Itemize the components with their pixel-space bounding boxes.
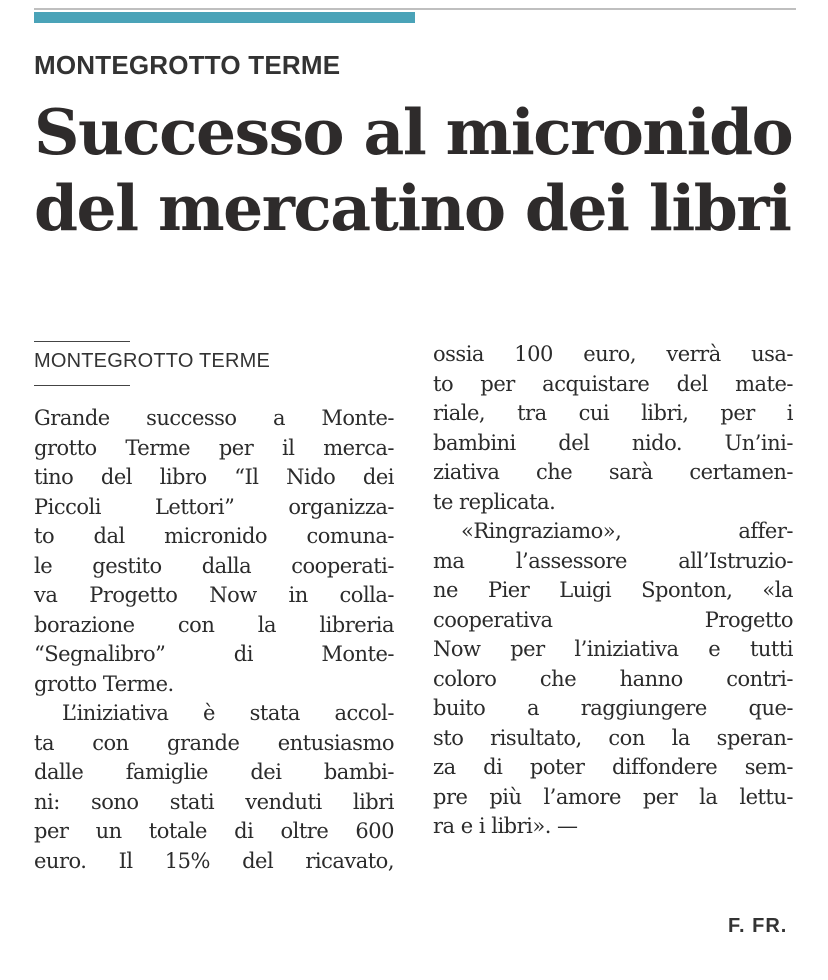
headline-line: del mercatino dei libri	[34, 171, 791, 245]
body-line: bambini del nido. Un’ini-	[433, 430, 793, 455]
body-line: va Progetto Now in colla-	[34, 583, 394, 607]
body-line: grotto Terme per il merca-	[34, 435, 394, 460]
body-line: pre più l’amore per la lettu-	[433, 784, 793, 809]
body-line: “Segnalibro” di Monte-	[34, 642, 394, 666]
article-column-1	[34, 404, 394, 876]
body-line: borazione con la libreria	[34, 612, 394, 637]
article-column-2	[433, 340, 793, 842]
top-divider-line	[34, 8, 796, 10]
body-line: ne Pier Luigi Sponton, «la	[433, 578, 793, 602]
body-line: sto risultato, con la speran-	[433, 725, 793, 750]
body-line: ra e i libri». —	[433, 814, 578, 838]
body-line: ma l’assessore all’Istruzio-	[433, 548, 793, 573]
headline-line: Successo al micronido	[34, 95, 793, 169]
body-line: ziativa che sarà certamen-	[433, 460, 793, 484]
section-accent-bar	[34, 12, 415, 23]
body-line: euro. Il 15% del ricavato,	[34, 848, 394, 873]
body-line: ni: sono stati venduti libri	[34, 789, 394, 814]
body-line: za di poter diffondere sem-	[433, 755, 793, 779]
body-line: per un totale di oltre 600	[34, 819, 394, 843]
dateline-rule-bottom	[34, 385, 130, 386]
body-line: buito a raggiungere que-	[433, 696, 793, 720]
body-line: ossia 100 euro, verrà usa-	[433, 342, 793, 366]
body-line: to per acquistare del mate-	[433, 371, 793, 396]
author-byline: F. FR.	[728, 915, 788, 937]
body-line: le gestito dalla cooperati-	[34, 553, 394, 578]
body-line: ta con grande entusiasmo	[34, 730, 394, 755]
body-line: L’iniziativa è stata accol-	[62, 701, 394, 725]
body-line: Grande successo a Monte-	[34, 406, 394, 430]
headline	[34, 94, 814, 246]
body-line: te replicata.	[433, 489, 556, 514]
body-line: cooperativa Progetto	[433, 607, 793, 632]
body-line: to dal micronido comuna-	[34, 524, 394, 548]
body-line: grotto Terme.	[34, 671, 174, 696]
body-line: tino del libro “Il Nido dei	[34, 465, 394, 489]
body-line: riale, tra cui libri, per i	[433, 401, 793, 425]
section-kicker: MONTEGROTTO TERME	[34, 50, 341, 80]
body-line: Now per l’iniziativa e tutti	[433, 637, 793, 661]
body-line: coloro che hanno contri-	[433, 666, 793, 691]
body-line: «Ringraziamo», affer-	[461, 519, 793, 543]
body-line: Piccoli Lettori” organizza-	[34, 494, 394, 519]
body-line: dalle famiglie dei bambi-	[34, 760, 394, 784]
dateline: MONTEGROTTO TERME	[34, 350, 270, 372]
dateline-rule-top	[34, 341, 130, 342]
